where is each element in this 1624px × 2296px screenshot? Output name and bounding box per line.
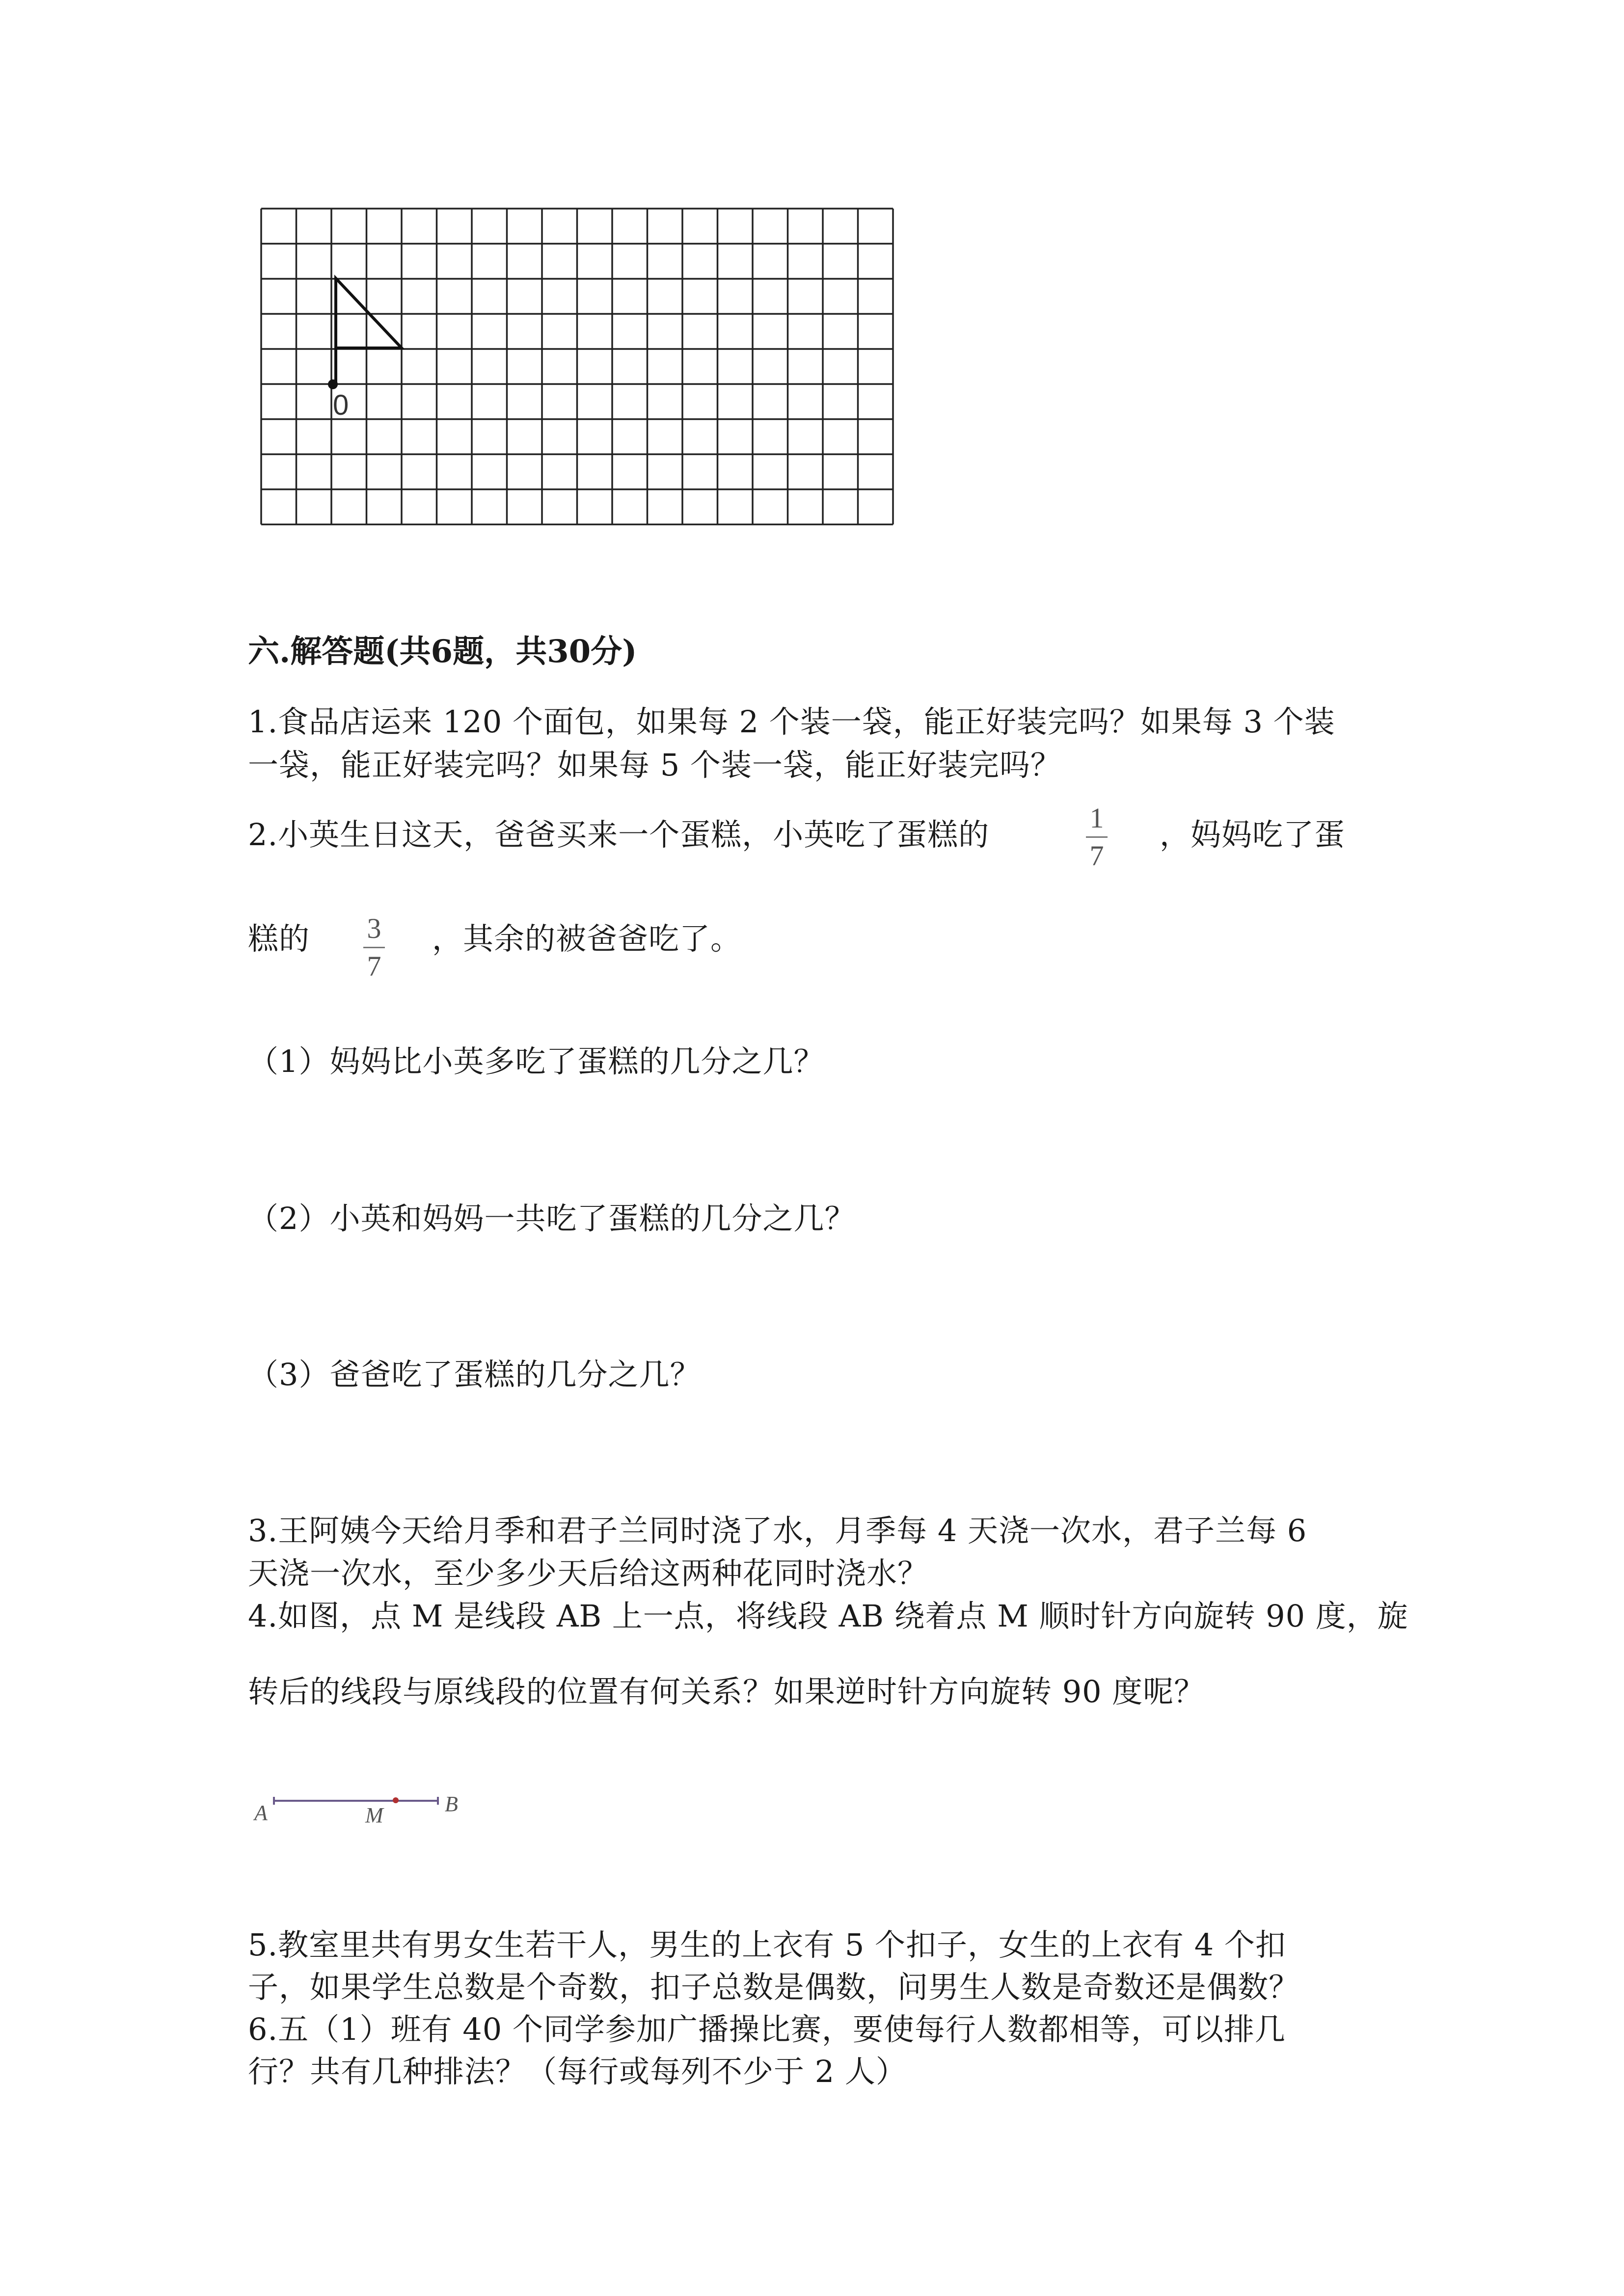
label-m: M — [365, 1803, 383, 1827]
question-4-line-1: 4.如图，点 M 是线段 AB 上一点，将线段 AB 绕着点 M 顺时针方向旋转 90 度，旋 — [248, 1598, 1408, 1634]
fraction-denominator: 7 — [367, 950, 381, 982]
label-a: A — [254, 1801, 268, 1825]
question-2-line-1-end: ，妈妈吃了蛋 — [1160, 817, 1346, 853]
question-2-sub-1: （1）妈妈比小英多吃了蛋糕的几分之几？ — [248, 1043, 825, 1079]
question-5-line-2: 子，如果学生总数是个奇数，扣子总数是偶数，问男生人数是奇数还是偶数？ — [248, 1969, 1300, 2005]
question-2-line-1-start: 2.小英生日这天，爸爸买来一个蛋糕，小英吃了蛋糕的 — [248, 817, 990, 853]
question-5-line-1: 5.教室里共有男女生若干人，男生的上衣有 5 个扣子，女生的上衣有 4 个扣 — [248, 1927, 1286, 1963]
question-1-line-2: 一袋，能正好装完吗？如果每 5 个装一袋，能正好装完吗？ — [248, 747, 1061, 783]
question-6-line-1: 6.五（1）班有 40 个同学参加广播操比赛，要使每行人数都相等，可以排几 — [248, 2011, 1286, 2047]
question-1-line-1: 1.食品店运来 120 个面包，如果每 2 个装一袋，能正好装完吗？如果每 3 个装 — [248, 704, 1335, 740]
question-2-line-2-start: 糕的 — [248, 921, 310, 957]
fraction-denominator: 7 — [1089, 840, 1104, 872]
point-m-marker — [393, 1797, 399, 1803]
fraction-bar — [363, 947, 385, 948]
origin-label: 0 — [333, 389, 349, 421]
question-2-line-2-end: ，其余的被爸爸吃了。 — [432, 921, 742, 957]
fraction-bar — [1086, 836, 1108, 838]
grid-figure — [0, 0, 1624, 589]
question-4-line-2: 转后的线段与原线段的位置有何关系？如果逆时针方向旋转 90 度呢？ — [248, 1674, 1205, 1709]
question-3-line-1: 3.王阿姨今天给月季和君子兰同时浇了水，月季每 4 天浇一次水，君子兰每 6 — [248, 1513, 1307, 1548]
section-title: 六.解答题(共6题，共30分) — [248, 633, 637, 670]
question-6-line-2: 行？共有几种排法？（每行或每列不少于 2 人） — [248, 2054, 907, 2089]
fraction-numerator: 1 — [1089, 802, 1104, 834]
fraction-three-sevenths — [363, 914, 385, 981]
question-3-line-2: 天浇一次水，至少多少天后给这两种花同时浇水？ — [248, 1555, 929, 1591]
question-2-sub-2: （2）小英和妈妈一共吃了蛋糕的几分之几？ — [248, 1201, 856, 1236]
question-2-sub-3: （3）爸爸吃了蛋糕的几分之几？ — [248, 1357, 701, 1392]
label-b: B — [445, 1792, 458, 1816]
fraction-numerator: 3 — [367, 912, 381, 944]
rotation-center-point — [328, 379, 338, 389]
fraction-one-seventh — [1086, 804, 1108, 870]
